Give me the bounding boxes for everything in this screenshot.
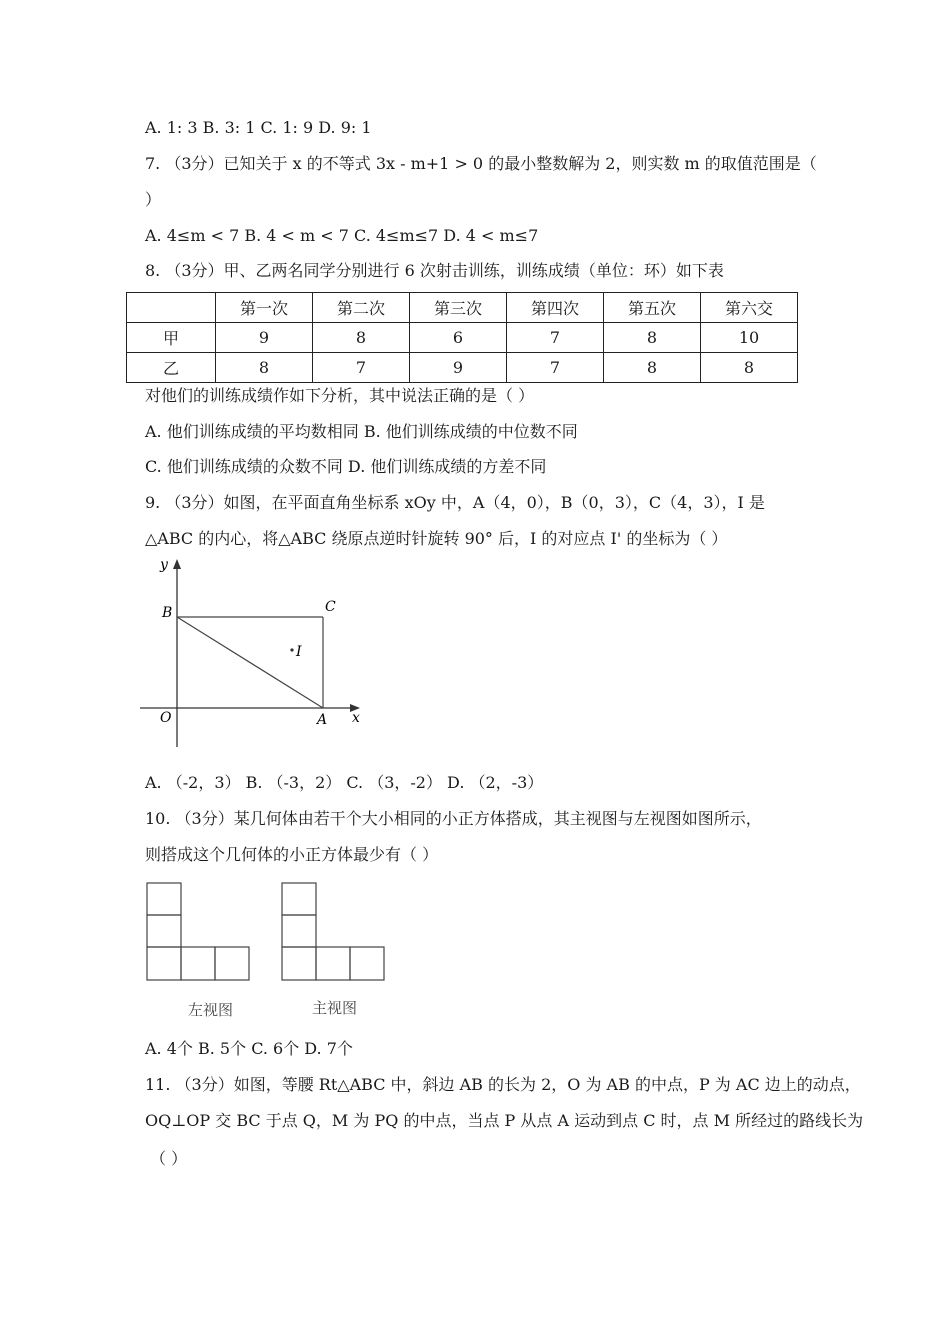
table-cell: 8 — [216, 353, 313, 383]
table-header-cell: 第二次 — [313, 293, 410, 323]
table-header-cell: 第一次 — [216, 293, 313, 323]
left-view-label: 左视图 — [188, 1001, 234, 1019]
table-header-row — [127, 293, 798, 323]
label-i: I — [296, 644, 302, 660]
q10-stem-line1: 10. （3分）某几何体由若干个大小相同的小正方体搭成，其主视图与左视图如图所示， — [145, 809, 762, 828]
table-row — [127, 323, 798, 353]
label-b: B — [162, 605, 173, 621]
table-cell: 6 — [410, 323, 507, 353]
point-i-dot — [290, 648, 293, 651]
q9-coordinate-figure — [140, 555, 370, 755]
table-cell: 乙 — [127, 353, 216, 383]
front-view-figure — [281, 882, 391, 1022]
table-cell: 8 — [701, 353, 798, 383]
table-cell: 8 — [604, 353, 701, 383]
q7-options: A. 4≤m < 7 B. 4 < m < 7 C. 4≤m≤7 D. 4 < m≤7 — [145, 226, 539, 245]
q11-stem-line1: 11. （3分）如图，等腰 Rt△ABC 中，斜边 AB 的长为 2，O 为 AB 的中点，P 为 AC 边上的动点， — [145, 1075, 861, 1094]
q8-question: 对他们的训练成绩作如下分析，其中说法正确的是（ ） — [145, 386, 535, 405]
label-y: y — [160, 557, 168, 573]
label-c: C — [325, 599, 336, 615]
label-o: O — [160, 710, 172, 726]
table-header-cell: 第五次 — [604, 293, 701, 323]
q7-stem-line2: ） — [145, 190, 162, 209]
table-header-cell — [127, 293, 216, 323]
q8-options-ab: A. 他们训练成绩的平均数相同 B. 他们训练成绩的中位数不同 — [145, 422, 578, 441]
table-cell: 甲 — [127, 323, 216, 353]
table-cell: 9 — [216, 323, 313, 353]
table-cell: 7 — [507, 353, 604, 383]
table-cell: 7 — [313, 353, 410, 383]
score-table — [126, 292, 798, 383]
q10-options: A. 4个 B. 5个 C. 6个 D. 7个 — [145, 1039, 353, 1058]
y-axis-arrow-icon — [173, 559, 181, 569]
label-a: A — [317, 712, 328, 728]
left-view-figure — [146, 882, 256, 1022]
front-view-label: 主视图 — [312, 999, 358, 1017]
q9-stem-line2: △ABC 的内心，将△ABC 绕原点逆时针旋转 90° 后，I 的对应点 I' 的坐标为（ ） — [145, 529, 728, 548]
table-cell: 10 — [701, 323, 798, 353]
segment-ab — [177, 617, 323, 708]
q7-stem-line1: 7. （3分）已知关于 x 的不等式 3x - m+1 > 0 的最小整数解为 2，则实数 m 的取值范围是（ — [145, 154, 817, 173]
table-row — [127, 353, 798, 383]
table-cell: 8 — [313, 323, 410, 353]
table-header-cell: 第四次 — [507, 293, 604, 323]
q6-options: A. 1: 3 B. 3: 1 C. 1: 9 D. 9: 1 — [145, 118, 372, 137]
q11-stem-line2: OQ⊥OP 交 BC 于点 Q，M 为 PQ 的中点，当点 P 从点 A 运动到点 C 时，点 M 所经过的路线长为 — [145, 1111, 864, 1130]
label-x: x — [352, 710, 360, 726]
q8-stem: 8. （3分）甲、乙两名同学分别进行 6 次射击训练，训练成绩（单位：环）如下表 — [145, 261, 724, 280]
q9-stem-line1: 9. （3分）如图，在平面直角坐标系 xOy 中，A（4，0），B（0，3），C（4，3），I 是 — [145, 493, 765, 512]
q10-stem-line2: 则搭成这个几何体的小正方体最少有（ ） — [145, 845, 439, 864]
table-cell: 7 — [507, 323, 604, 353]
q8-options-cd: C. 他们训练成绩的众数不同 D. 他们训练成绩的方差不同 — [145, 457, 547, 476]
table-header-cell: 第三次 — [410, 293, 507, 323]
table-cell: 9 — [410, 353, 507, 383]
table-header-cell: 第六交 — [701, 293, 798, 323]
q9-options: A. （-2，3） B. （-3，2） C. （3，-2） D. （2，-3） — [145, 773, 544, 792]
q11-stem-line3: （ ） — [150, 1149, 188, 1168]
table-cell: 8 — [604, 323, 701, 353]
